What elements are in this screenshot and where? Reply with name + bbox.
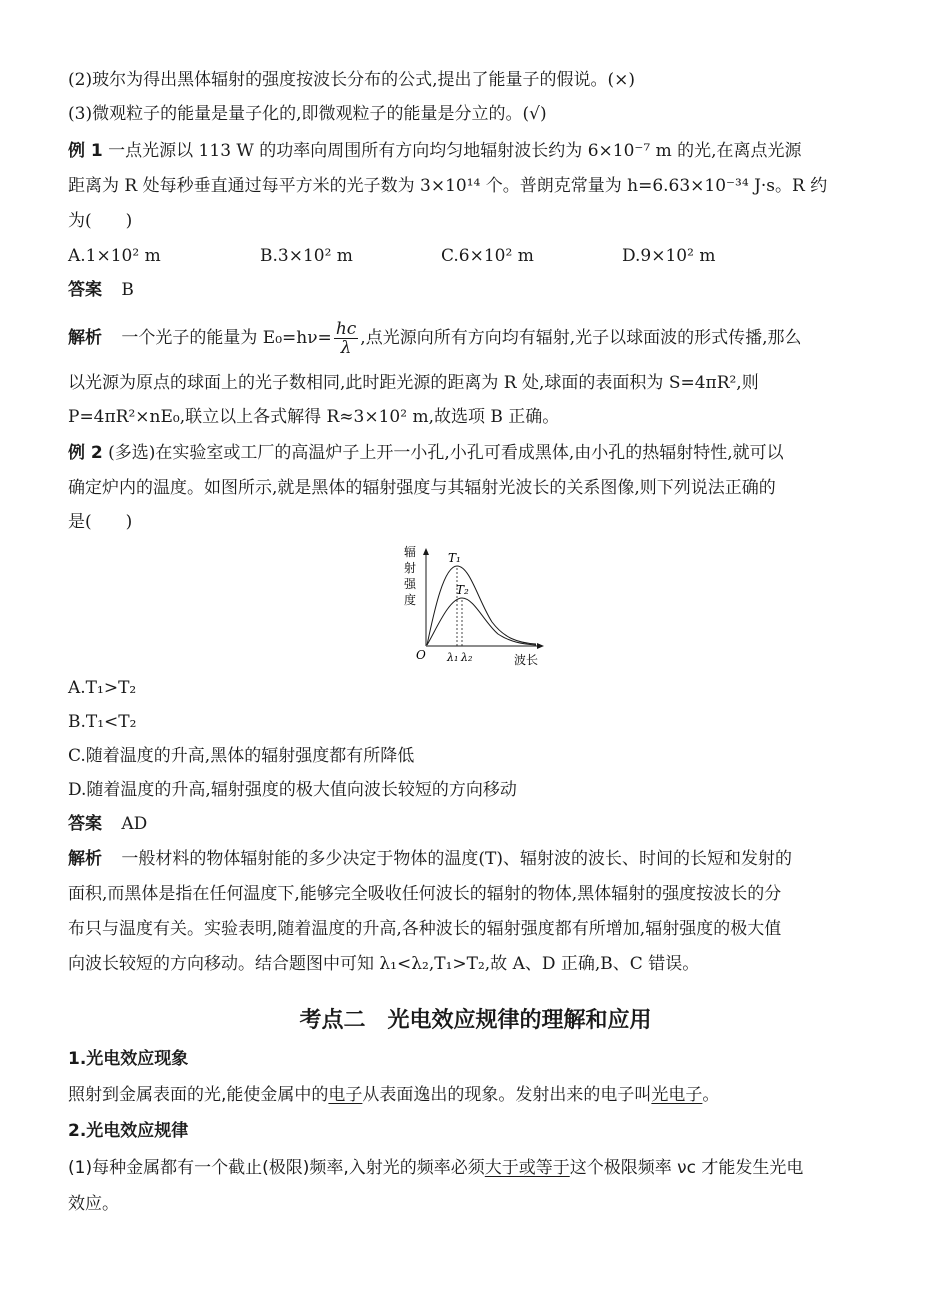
section-paragraph-1 bbox=[68, 1083, 719, 1107]
section-paragraph-2-line2: 效应。 bbox=[68, 1194, 119, 1214]
example1-option-b: B.3×10² m bbox=[260, 246, 353, 266]
example2-option-c: C.随着温度的升高,黑体的辐射强度都有所降低 bbox=[68, 746, 415, 766]
p2-underlined: 大于或等于 bbox=[484, 1158, 570, 1178]
example1-option-d: D.9×10² m bbox=[622, 246, 716, 266]
judgement-line-3: (3)微观粒子的能量是量子化的,即微观粒子的能量是分立的。(√) bbox=[68, 104, 547, 124]
fraction-denominator: λ bbox=[340, 338, 352, 358]
x-axis-arrow bbox=[537, 643, 544, 649]
y-label-char-3: 强 bbox=[404, 577, 417, 591]
example2-stem-line1 bbox=[68, 441, 784, 465]
answer-label: 答案 bbox=[68, 814, 102, 834]
peak-label-lambda1: λ₁ bbox=[447, 651, 459, 664]
example1-stem-line1 bbox=[68, 139, 802, 163]
p1-underlined-photoelectron: 光电子 bbox=[651, 1085, 703, 1105]
analysis-text: 一般材料的物体辐射能的多少决定于物体的温度(T)、辐射波的波长、时间的长短和发射的 bbox=[121, 849, 793, 869]
analysis-text-pre: 一个光子的能量为 E₀=hν= bbox=[121, 328, 332, 348]
example1-label: 例 1 bbox=[68, 141, 103, 161]
p1-text-b: 从表面逸出的现象。发射出来的电子叫 bbox=[362, 1085, 652, 1105]
answer-value: B bbox=[121, 280, 134, 300]
y-label-char-1: 辐 bbox=[404, 545, 417, 559]
y-label-char-4: 度 bbox=[404, 593, 417, 607]
example2-option-a: A.T₁>T₂ bbox=[68, 678, 137, 698]
section-paragraph-2-line1 bbox=[68, 1156, 803, 1180]
y-label-char-2: 射 bbox=[404, 561, 417, 575]
analysis-label: 解析 bbox=[68, 328, 102, 348]
peak-label-lambda2: λ₂ bbox=[461, 651, 473, 664]
section-heading-1: 1.光电效应现象 bbox=[68, 1049, 189, 1069]
analysis-label: 解析 bbox=[68, 849, 102, 869]
answer-label: 答案 bbox=[68, 280, 102, 300]
curve-t1 bbox=[427, 566, 536, 645]
example1-answer bbox=[68, 278, 134, 302]
fraction-numerator: hc bbox=[335, 319, 357, 339]
example1-stem-text1: 一点光源以 113 W 的功率向周围所有方向均匀地辐射波长约为 6×10⁻⁷ m 的光,在离点光源 bbox=[108, 141, 802, 161]
origin-label: O bbox=[416, 648, 426, 662]
p1-text-a: 照射到金属表面的光,能使金属中的 bbox=[68, 1085, 329, 1105]
example1-stem-line2: 距离为 R 处每秒垂直通过每平方米的光子数为 3×10¹⁴ 个。普朗克常量为 h=6.63×10⁻³⁴ J·s。R 约 bbox=[68, 176, 828, 196]
blackbody-radiation-figure bbox=[400, 542, 550, 672]
example2-stem-line3: 是( ) bbox=[68, 512, 133, 532]
example2-label: 例 2 bbox=[68, 443, 103, 463]
example1-analysis-line3: P=4πR²×nE₀,联立以上各式解得 R≈3×10² m,故选项 B 正确。 bbox=[68, 407, 560, 427]
section-heading-2: 2.光电效应规律 bbox=[68, 1121, 189, 1141]
curve-label-t2: T₂ bbox=[456, 583, 469, 597]
section-title: 考点二 光电效应规律的理解和应用 bbox=[299, 1008, 652, 1033]
answer-value: AD bbox=[121, 814, 148, 834]
example2-analysis-line3: 布只与温度有关。实验表明,随着温度的升高,各种波长的辐射强度都有所增加,辐射强度的极大值 bbox=[68, 919, 782, 939]
example2-answer bbox=[68, 812, 147, 836]
example2-analysis-line4: 向波长较短的方向移动。结合题图中可知 λ₁<λ₂,T₁>T₂,故 A、D 正确,B、C 错误。 bbox=[68, 954, 700, 974]
example1-stem-line3: 为( ) bbox=[68, 211, 133, 231]
example1-analysis-line1 bbox=[68, 320, 802, 357]
analysis-text-post: ,点光源向所有方向均有辐射,光子以球面波的形式传播,那么 bbox=[360, 328, 802, 348]
p2-text-a: (1)每种金属都有一个截止(极限)频率,入射光的频率必须 bbox=[68, 1158, 485, 1178]
p1-text-c: 。 bbox=[702, 1085, 720, 1105]
example2-stem-text1: (多选)在实验室或工厂的高温炉子上开一小孔,小孔可看成黑体,由小孔的热辐射特性,就可以 bbox=[108, 443, 784, 463]
example1-option-a: A.1×10² m bbox=[68, 246, 161, 266]
example1-option-c: C.6×10² m bbox=[441, 246, 534, 266]
example2-stem-line2: 确定炉内的温度。如图所示,就是黑体的辐射强度与其辐射光波长的关系图像,则下列说法正确的 bbox=[68, 478, 776, 498]
curve-label-t1: T₁ bbox=[448, 551, 461, 565]
example2-option-d: D.随着温度的升高,辐射强度的极大值向波长较短的方向移动 bbox=[68, 780, 517, 800]
example1-analysis-line2: 以光源为原点的球面上的光子数相同,此时距光源的距离为 R 处,球面的表面积为 S=4πR²,则 bbox=[68, 373, 759, 393]
curve-t2 bbox=[427, 598, 536, 645]
p2-text-b: 这个极限频率 νc 才能发生光电 bbox=[569, 1158, 804, 1178]
y-axis-arrow bbox=[423, 548, 429, 555]
example2-analysis-line1 bbox=[68, 847, 792, 871]
judgement-line-2: (2)玻尔为得出黑体辐射的强度按波长分布的公式,提出了能量子的假说。(×) bbox=[68, 70, 635, 90]
energy-fraction bbox=[334, 320, 358, 357]
p1-underlined-electron: 电子 bbox=[328, 1085, 363, 1105]
example2-analysis-line2: 面积,而黑体是指在任何温度下,能够完全吸收任何波长的辐射的物体,黑体辐射的强度按波长的分 bbox=[68, 884, 782, 904]
x-axis-label: 波长 bbox=[514, 653, 539, 667]
example2-option-b: B.T₁<T₂ bbox=[68, 712, 137, 732]
